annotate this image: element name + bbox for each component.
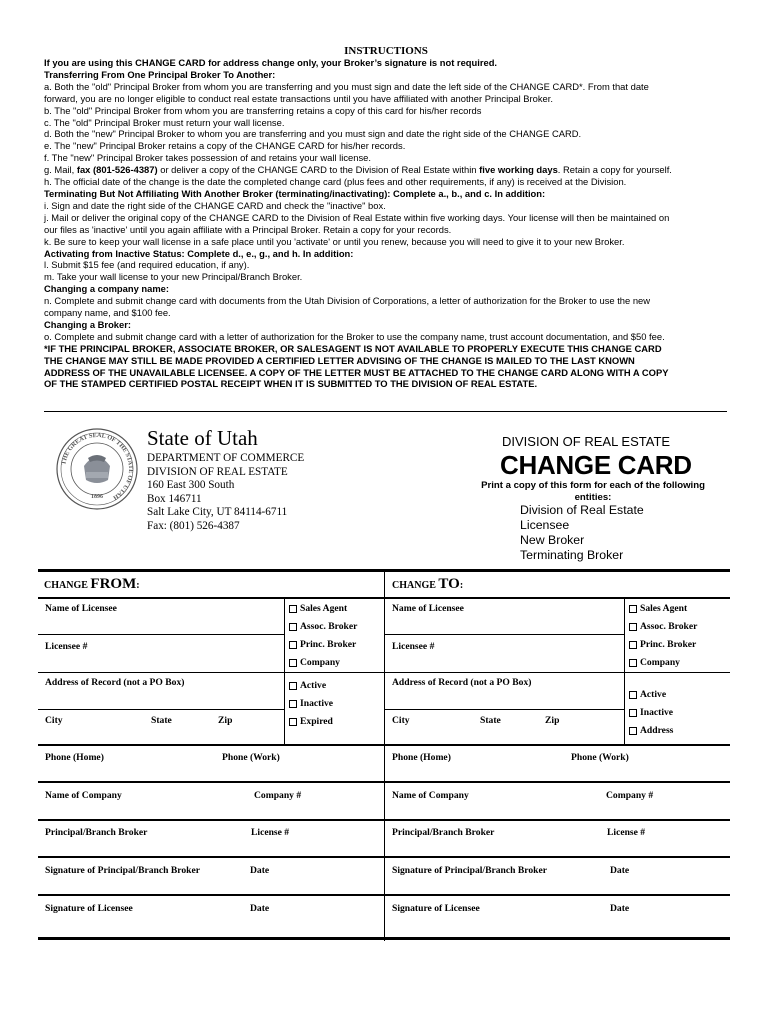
checkbox-box[interactable]: [629, 727, 637, 735]
checkbox-label: Company: [640, 657, 680, 668]
checkbox-label: Expired: [300, 716, 333, 727]
from-company-no-label: Company #: [254, 790, 302, 801]
instruction-line: g. Mail, fax (801-526-4387) or deliver a copy of the CHANGE CARD to the Division of Real Estate within five working days. Retain a copy for yourself.: [44, 164, 672, 176]
checkbox-box[interactable]: [629, 641, 637, 649]
to-inactive-checkbox[interactable]: [629, 707, 673, 718]
address-line: Fax: (801) 526-4387: [147, 519, 240, 532]
from-sales-agent-checkbox[interactable]: [289, 603, 347, 614]
to-phone-work-label: Phone (Work): [571, 752, 629, 763]
from-expired-checkbox[interactable]: [289, 716, 333, 727]
change-from-big: FROM: [90, 576, 137, 592]
instruction-line: our files as 'inactive' until you again affiliate with a Principal Broker. Retain a copy for your records.: [44, 223, 452, 235]
instruction-line: Transferring From One Principal Broker To Another:: [44, 68, 276, 80]
svg-text:1896: 1896: [91, 494, 103, 500]
to-address-checkbox[interactable]: [629, 725, 673, 736]
entity-item: Licensee: [520, 518, 570, 532]
from-license-no-label: License #: [251, 827, 290, 838]
checkbox-label: Sales Agent: [300, 603, 348, 614]
change-from-header: [44, 576, 140, 593]
to-assoc-broker-checkbox[interactable]: [629, 621, 697, 632]
rule: [384, 894, 730, 896]
to-license-no-label: License #: [607, 827, 646, 838]
from-phone-home-label: Phone (Home): [45, 752, 104, 763]
instruction-line: forward, you are no longer eligible to conduct real estate transactions until you have affiliated with another Principal Broker.: [44, 92, 553, 104]
division-header: DIVISION OF REAL ESTATE: [502, 434, 671, 449]
rule: [38, 634, 284, 635]
checkbox-box[interactable]: [289, 682, 297, 690]
checkbox-label: Active: [640, 689, 667, 700]
rule: [384, 781, 730, 783]
from-inactive-checkbox[interactable]: [289, 698, 333, 709]
to-active-checkbox[interactable]: [629, 689, 666, 700]
instruction-line: OF THE STAMPED CERTIFIED POSTAL RECEIPT WHEN IT IS SUBMITTED TO THE DIVISION OF REAL ESTATE.: [44, 378, 538, 390]
instruction-line: If you are using this CHANGE CARD for address change only, your Broker’s signature is not required.: [44, 57, 498, 68]
checkbox-box[interactable]: [629, 605, 637, 613]
instructions-lines: [44, 57, 728, 390]
from-active-checkbox[interactable]: [289, 680, 326, 691]
address-line: DIVISION OF REAL ESTATE: [147, 465, 288, 478]
rule: [38, 672, 384, 673]
to-company-checkbox[interactable]: [629, 657, 680, 668]
to-broker-label: Principal/Branch Broker: [392, 827, 495, 838]
rule: [38, 894, 384, 896]
checkbox-label: Assoc. Broker: [640, 621, 698, 632]
to-broker-signature-label: Signature of Principal/Branch Broker: [392, 865, 548, 876]
from-broker-sig-date-label: Date: [250, 865, 270, 876]
rule: [624, 598, 625, 744]
section-divider: [44, 411, 727, 412]
checkbox-box[interactable]: [629, 659, 637, 667]
instruction-line: k. Be sure to keep your wall license in a safe place until you 'activate' or until you renew, because you will need to give it to your new Broker.: [44, 235, 625, 247]
change-to-header: [392, 576, 463, 593]
instruction-line: h. The official date of the change is the date the completed change card (plus fees and other requirements, if any) is received at the Division.: [44, 176, 627, 188]
to-zip-label: Zip: [545, 715, 560, 726]
instruction-line: l. Submit $15 fee (and required education, if any).: [44, 259, 250, 271]
form-bottom-border: [38, 937, 730, 940]
rule: [38, 781, 384, 783]
rule: [384, 819, 730, 821]
instruction-line: Changing a Broker:: [44, 318, 131, 330]
address-line: Salt Lake City, UT 84114-6711: [147, 506, 288, 518]
from-licensee-no-label: Licensee #: [45, 641, 88, 652]
checkbox-box[interactable]: [629, 709, 637, 717]
checkbox-label: Assoc. Broker: [300, 621, 358, 632]
instruction-line: *IF THE PRINCIPAL BROKER, ASSOCIATE BROKER, OR SALESAGENT IS NOT AVAILABLE TO PROPERLY EXECUTE THIS CHANGE CARD: [44, 342, 662, 354]
print-note: Print a copy of this form for each of the following entities:: [481, 480, 705, 503]
from-princ-broker-checkbox[interactable]: [289, 639, 356, 650]
to-company-name-label: Name of Company: [392, 790, 469, 801]
from-city-label: City: [45, 715, 63, 726]
rule: [38, 819, 384, 821]
to-sales-agent-checkbox[interactable]: [629, 603, 687, 614]
to-state-label: State: [480, 715, 501, 726]
instruction-line: THE CHANGE MAY STILL BE MADE PROVIDED A CERTIFIED LETTER ADVISING OF THE CHANGE IS MAILED TO THE LAST KNOWN: [44, 354, 635, 366]
form-header-border: [38, 597, 730, 599]
rule: [384, 856, 730, 858]
agency-address: [147, 452, 304, 533]
rule: [38, 744, 384, 746]
rule: [384, 744, 730, 746]
checkbox-label: Company: [300, 657, 340, 668]
change-from-suffix: :: [136, 580, 140, 591]
checkbox-box[interactable]: [289, 659, 297, 667]
rule: [384, 634, 624, 635]
checkbox-label: Address: [640, 725, 674, 736]
instruction-line: b. The "old" Principal Broker from whom you are transferring retains a copy of this card for his/her records: [44, 104, 482, 116]
to-licensee-no-label: Licensee #: [392, 641, 435, 652]
address-line: DEPARTMENT OF COMMERCE: [147, 452, 305, 464]
rule: [38, 709, 284, 710]
change-to-suffix: :: [459, 580, 464, 591]
rule: [384, 709, 624, 710]
form-center-divider: [384, 571, 385, 941]
change-from-prefix: CHANGE: [44, 580, 91, 591]
from-name-of-licensee-label: Name of Licensee: [45, 603, 117, 614]
instructions-title: INSTRUCTIONS: [344, 45, 428, 57]
from-state-label: State: [151, 715, 172, 726]
address-line: 160 East 300 South: [147, 479, 235, 491]
from-licensee-signature-label: Signature of Licensee: [45, 903, 133, 914]
from-assoc-broker-checkbox[interactable]: [289, 621, 357, 632]
to-phone-home-label: Phone (Home): [392, 752, 451, 763]
rule: [384, 672, 730, 673]
to-licensee-signature-label: Signature of Licensee: [392, 903, 480, 914]
checkbox-label: Princ. Broker: [300, 639, 357, 650]
utah-state-seal: [56, 428, 138, 510]
from-address-label: Address of Record (not a PO Box): [45, 677, 185, 688]
from-broker-signature-label: Signature of Principal/Branch Broker: [45, 865, 201, 876]
instruction-line: ADDRESS OF THE UNAVAILABLE LICENSEE. A COPY OF THE LETTER MUST BE ATTACHED TO THE CHANGE CARD ALONG WITH A COPY: [44, 366, 669, 378]
checkbox-box[interactable]: [289, 623, 297, 631]
page-title: CHANGE CARD: [500, 450, 692, 480]
to-address-label: Address of Record (not a PO Box): [392, 677, 532, 688]
instruction-line: Terminating But Not Affiliating With Another Broker (terminating/inactivating): Complete a., b., and c. In addition:: [44, 187, 546, 199]
to-name-of-licensee-label: Name of Licensee: [392, 603, 464, 614]
checkbox-label: Inactive: [300, 698, 334, 709]
state-name: State of Utah: [147, 426, 258, 450]
svg-text:THE GREAT SEAL OF THE STATE OF: THE GREAT SEAL OF THE STATE OF UTAH: [60, 431, 135, 502]
from-broker-label: Principal/Branch Broker: [45, 827, 148, 838]
from-company-checkbox[interactable]: [289, 657, 340, 668]
rule: [38, 856, 384, 858]
instructions-section: [44, 45, 728, 390]
entity-item: Terminating Broker: [520, 548, 624, 562]
instruction-line: company name, and $100 fee.: [44, 307, 171, 319]
instruction-line: i. Sign and date the right side of the CHANGE CARD and check the "inactive" box.: [44, 199, 386, 211]
to-broker-sig-date-label: Date: [610, 865, 630, 876]
from-phone-work-label: Phone (Work): [222, 752, 280, 763]
instruction-line: o. Complete and submit change card with a letter of authorization for the Broker to use the company name, trust account documentation, and $50 fee.: [44, 330, 665, 342]
rule: [284, 598, 285, 744]
checkbox-box[interactable]: [629, 623, 637, 631]
checkbox-box[interactable]: [629, 691, 637, 699]
to-city-label: City: [392, 715, 410, 726]
checkbox-label: Princ. Broker: [640, 639, 697, 650]
address-line: Box 146711: [147, 492, 202, 505]
checkbox-box[interactable]: [289, 605, 297, 613]
checkbox-box[interactable]: [289, 700, 297, 708]
instruction-line: c. The "old" Principal Broker must return your wall license.: [44, 116, 285, 128]
checkbox-label: Sales Agent: [640, 603, 688, 614]
entity-item: New Broker: [520, 533, 585, 547]
from-company-name-label: Name of Company: [45, 790, 122, 801]
to-company-no-label: Company #: [606, 790, 654, 801]
instruction-line: f. The "new" Principal Broker takes possession of and retains your wall license.: [44, 152, 371, 164]
from-licensee-sig-date-label: Date: [250, 903, 270, 914]
checkbox-box[interactable]: [289, 641, 297, 649]
entity-item: Division of Real Estate: [520, 503, 644, 517]
instruction-line: a. Both the "old" Principal Broker from whom you are transferring and you must sign and date the left side of the CHANGE CARD*. From that date: [44, 80, 649, 92]
instruction-line: j. Mail or deliver the original copy of the CHANGE CARD to the Division of Real Estate within five working days. Your license will then be maintained on: [44, 211, 670, 223]
instruction-line: e. The "new" Principal Broker retains a copy of the CHANGE CARD for his/her records.: [44, 140, 406, 152]
instruction-line: Activating from Inactive Status: Complete d., e., g., and h. In addition:: [44, 247, 354, 259]
from-zip-label: Zip: [218, 715, 233, 726]
entities-list: [520, 503, 644, 563]
instruction-line: m. Take your wall license to your new Principal/Branch Broker.: [44, 271, 303, 283]
instruction-line: n. Complete and submit change card with documents from the Utah Division of Corporations, a letter of authorization for the Broker to use the new: [44, 295, 651, 307]
instruction-line: Changing a company name:: [44, 283, 170, 295]
checkbox-label: Inactive: [640, 707, 674, 718]
to-princ-broker-checkbox[interactable]: [629, 639, 696, 650]
checkbox-label: Active: [300, 680, 327, 691]
change-to-big: TO: [438, 576, 460, 592]
instruction-line: d. Both the "new" Principal Broker to whom you are transferring and you must sign and date the right side of the CHANGE CARD.: [44, 128, 582, 140]
to-licensee-sig-date-label: Date: [610, 903, 630, 914]
change-to-prefix: CHANGE: [392, 580, 439, 591]
checkbox-box[interactable]: [289, 718, 297, 726]
